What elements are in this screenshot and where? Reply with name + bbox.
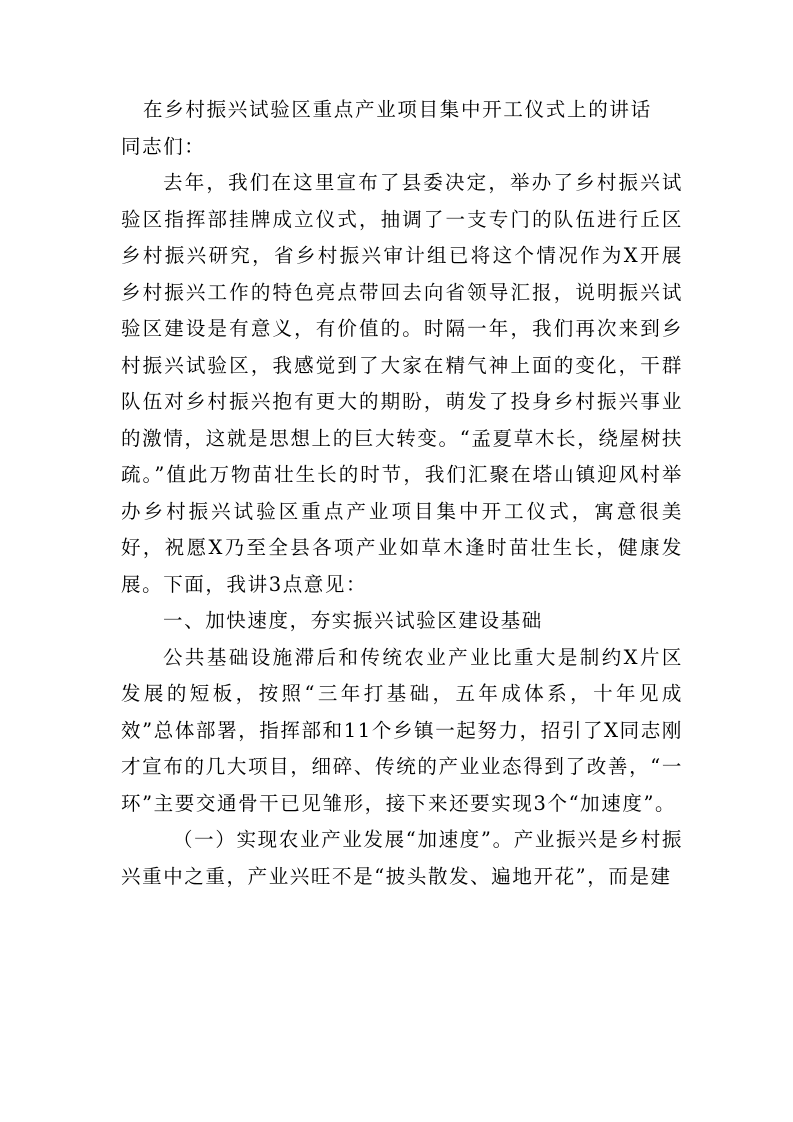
section-heading-1: 一、加快速度，夯实振兴试验区建设基础 — [163, 609, 543, 632]
paragraph-opening: 去年，我们在这里宣布了县委决定，举办了乡村振兴试验区指挥部挂牌成立仪式，抽调了一支专门的队伍进行丘区乡村振兴研究，省乡村振兴审计组已将这个情况作为X开展乡村振兴工作的特色亮点带回去向省领导汇报，说明振兴试验区建设是有意义，有价值的。时隔一年，我们再次来到乡村振兴试验区，我感觉到了大家在精气神上面的变化，干群队伍对乡村振兴抱有更大的期盼，萌发了投身乡村振兴事业的激情，这就是思想上的巨大转变。“孟夏草木长，绕屋树扶疏。”值此万物苗壮生长的时节，我们汇聚在塔山镇迎风村举办乡村振兴试验区重点产业项目集中开工仪式，寓意很美好，祝愿X乃至全县各项产业如草木逢时苗壮生长，健康发展。下面，我讲3点意见： — [121, 171, 683, 596]
speech-title: 在乡村振兴试验区重点产业项目集中开工仪式上的讲话 — [143, 98, 652, 121]
speech-greeting: 同志们： — [121, 134, 206, 158]
speech-body — [121, 92, 683, 895]
paragraph-section-1: 公共基础设施滞后和传统农业产业比重大是制约X片区发展的短板，按照“三年打基础，五年成体系，十年见成效”总体部署，指挥部和11个乡镇一起努力，招引了X同志刚才宣布的几大项目，细碎、传统的产业业态得到了改善，“一环”主要交通骨干已见雏形，接下来还要实现3个“加速度”。 — [121, 645, 683, 815]
paragraph-subsection-1: （一）实现农业产业发展“加速度”。产业振兴是乡村振兴重中之重，产业兴旺不是“披头散发、遍地开花”，而是建 — [121, 828, 683, 888]
